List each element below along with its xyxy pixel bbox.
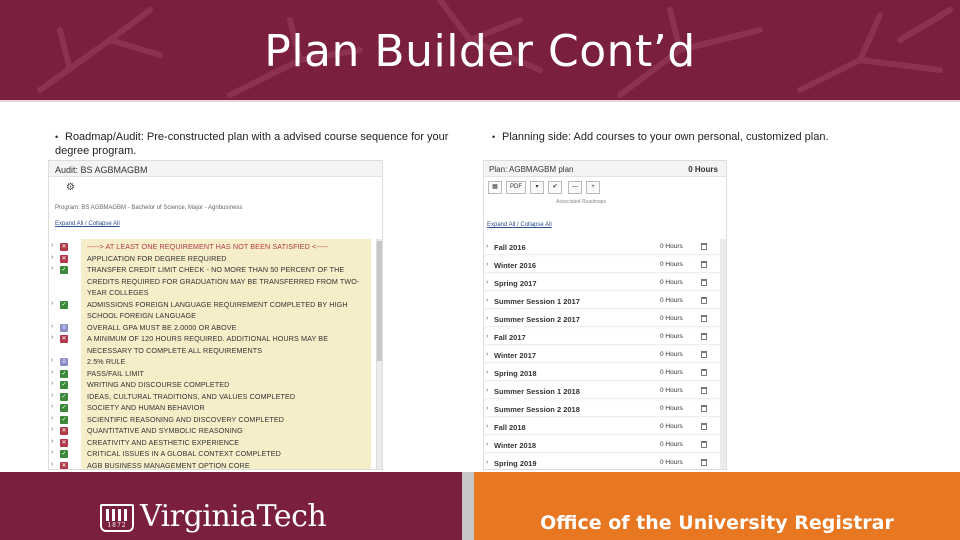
check-button[interactable]: ✔	[548, 181, 562, 194]
minus-button[interactable]: —	[568, 181, 582, 194]
chevron-right-icon[interactable]: ›	[51, 460, 54, 468]
chevron-right-icon[interactable]: ›	[486, 315, 489, 322]
requirement-text: SOCIETY AND HUMAN BEHAVIOR	[87, 403, 205, 412]
requirement-text: AGB BUSINESS MANAGEMENT OPTION CORE	[87, 460, 250, 470]
dropdown-icon[interactable]: ▾	[530, 181, 544, 194]
requirement-text: A MINIMUM OF 120 HOURS REQUIRED. ADDITIONAL HOURS MAY BE	[87, 334, 329, 343]
term-hours: 0 Hours	[660, 351, 683, 358]
requirement-row[interactable]	[49, 414, 379, 426]
x-icon: ✕	[61, 336, 67, 342]
requirement-row[interactable]	[49, 448, 379, 460]
chevron-right-icon[interactable]: ›	[51, 299, 54, 307]
check-icon: ✓	[61, 267, 67, 273]
gear-icon[interactable]: ⚙	[66, 182, 75, 193]
footer-orange	[474, 472, 960, 540]
term-row[interactable]	[484, 455, 722, 470]
requirement-text: 2.5% RULE	[87, 357, 126, 366]
requirement-row[interactable]	[49, 391, 379, 403]
term-name: Spring 2017	[494, 279, 537, 288]
trash-icon[interactable]	[701, 243, 707, 250]
term-list	[484, 239, 727, 470]
chevron-right-icon[interactable]: ›	[51, 391, 54, 399]
requirement-text: -----> AT LEAST ONE REQUIREMENT HAS NOT BEEN SATISFIED <-----	[87, 242, 329, 251]
requirement-text: SCHOOL FOREIGN LANGUAGE	[87, 311, 197, 320]
in-progress-icon: ≡	[60, 324, 68, 332]
collapse-all-link[interactable]: Collapse All	[88, 221, 120, 227]
requirement-text: QUANTITATIVE AND SYMBOLIC REASONING	[87, 426, 243, 435]
chevron-right-icon[interactable]: ›	[486, 297, 489, 304]
audit-title: Audit: BS AGBMAGBM	[55, 165, 148, 175]
audit-panel	[48, 160, 383, 470]
chevron-right-icon[interactable]: ›	[51, 449, 54, 456]
expand-all-link[interactable]: Expand All	[487, 222, 516, 228]
term-row[interactable]	[484, 383, 722, 399]
check-icon: ✓	[61, 451, 67, 457]
chevron-right-icon[interactable]: ›	[486, 423, 489, 430]
footer-divider	[462, 472, 474, 540]
requirement-row[interactable]	[49, 368, 379, 380]
term-name: Spring 2018	[494, 369, 537, 378]
requirement-text: NECESSARY TO COMPLETE ALL REQUIREMENTS	[87, 345, 263, 355]
term-hours: 0 Hours	[660, 279, 683, 286]
term-name: Winter 2018	[494, 441, 537, 450]
chevron-right-icon[interactable]: ›	[51, 357, 54, 364]
requirement-row[interactable]	[49, 276, 379, 288]
trash-icon[interactable]	[701, 351, 707, 358]
term-hours: 0 Hours	[660, 315, 683, 322]
left-bullet-text: Roadmap/Audit: Pre-constructed plan with a advised course sequence for your degree program.	[55, 131, 449, 157]
trash-icon[interactable]	[701, 387, 707, 394]
requirement-text: PASS/FAIL LIMIT	[87, 368, 145, 378]
collapse-all-link[interactable]: Collapse All	[520, 222, 552, 228]
registrar-office: Office of the University Registrar	[540, 512, 894, 534]
check-icon: ✓	[61, 370, 67, 377]
chevron-right-icon[interactable]: ›	[486, 459, 489, 466]
term-row[interactable]	[484, 329, 722, 345]
term-name: Winter 2016	[494, 261, 537, 270]
requirement-text: YEAR COLLEGES	[87, 288, 149, 297]
requirement-row[interactable]	[49, 333, 379, 345]
requirement-row[interactable]	[49, 287, 379, 299]
expand-all-link[interactable]: Expand All	[55, 221, 84, 227]
audit-expand-collapse	[55, 221, 120, 227]
right-bullet	[492, 130, 932, 144]
term-row[interactable]	[484, 419, 722, 435]
term-name: Summer Session 1 2017	[494, 297, 580, 306]
chevron-right-icon[interactable]: ›	[51, 334, 54, 341]
term-hours: 0 Hours	[660, 441, 683, 448]
term-hours: 0 Hours	[660, 333, 683, 340]
term-row[interactable]	[484, 239, 722, 255]
requirement-row[interactable]	[49, 437, 379, 449]
trash-icon[interactable]	[701, 405, 707, 412]
chevron-right-icon[interactable]: ›	[51, 403, 54, 410]
requirement-row[interactable]	[49, 299, 379, 311]
x-icon: ✕	[61, 439, 67, 446]
left-bullet	[55, 130, 455, 158]
chevron-right-icon[interactable]: ›	[486, 243, 489, 250]
plan-total-hours: 0 Hours	[688, 165, 718, 174]
slide-title: Plan Builder Cont’d	[264, 26, 696, 77]
logo-wordmark: VirginiaTech	[140, 499, 327, 534]
bullet-icon: •	[492, 132, 496, 142]
chevron-right-icon[interactable]: ›	[486, 405, 489, 412]
requirement-text: WRITING AND DISCOURSE COMPLETED	[87, 380, 230, 389]
requirement-row[interactable]	[49, 241, 379, 253]
requirement-text: IDEAS, CULTURAL TRADITIONS, AND VALUES COMPLETED	[87, 391, 296, 401]
chevron-right-icon[interactable]: ›	[486, 279, 489, 286]
x-icon: ✕	[61, 255, 67, 262]
requirement-row[interactable]	[49, 253, 379, 265]
header-divider	[0, 100, 960, 102]
check-icon: ✓	[61, 301, 67, 308]
chevron-right-icon[interactable]: ›	[51, 368, 54, 376]
requirement-text: CREATIVITY AND AESTHETIC EXPERIENCE	[87, 437, 240, 447]
slide-header	[0, 0, 960, 100]
link-separator: /	[83, 221, 89, 227]
requirement-row[interactable]	[49, 460, 379, 471]
term-hours: 0 Hours	[660, 405, 683, 412]
trash-icon[interactable]	[701, 261, 707, 268]
requirements-list	[49, 239, 383, 470]
plan-title: Plan: AGBMAGBM plan	[489, 165, 574, 174]
term-row[interactable]	[484, 365, 722, 381]
term-name: Summer Session 2 2018	[494, 405, 580, 414]
check-icon: ✓	[61, 393, 67, 400]
requirement-text: ADMISSIONS FOREIGN LANGUAGE REQUIREMENT COMPLETED BY HIGH	[87, 299, 348, 309]
trash-icon[interactable]	[701, 459, 707, 466]
term-row[interactable]	[484, 275, 722, 291]
term-name: Fall 2017	[494, 333, 526, 342]
in-progress-icon: ≡	[60, 358, 68, 366]
x-icon: ✕	[61, 428, 67, 434]
x-icon: ✕	[61, 244, 67, 250]
trash-icon[interactable]	[701, 297, 707, 304]
trash-icon[interactable]	[701, 423, 707, 430]
trash-icon[interactable]	[701, 333, 707, 340]
chevron-right-icon[interactable]: ›	[486, 369, 489, 376]
chevron-right-icon[interactable]: ›	[51, 426, 54, 433]
term-row[interactable]	[484, 293, 722, 309]
trash-icon[interactable]	[701, 369, 707, 376]
right-bullet-text: Planning side: Add courses to your own personal, customized plan.	[502, 131, 829, 143]
bullet-icon: •	[55, 132, 59, 142]
check-icon: ✓	[61, 405, 67, 411]
requirement-row[interactable]	[49, 425, 379, 437]
term-hours: 0 Hours	[660, 423, 683, 430]
term-name: Summer Session 1 2018	[494, 387, 580, 396]
requirement-row[interactable]	[49, 310, 379, 322]
requirement-text: SCIENTIFIC REASONING AND DISCOVERY COMPLETED	[87, 414, 285, 424]
term-row[interactable]	[484, 437, 722, 453]
requirement-row[interactable]	[49, 379, 379, 391]
term-row[interactable]	[484, 311, 722, 327]
term-hours: 0 Hours	[660, 369, 683, 376]
chevron-right-icon[interactable]: ›	[486, 351, 489, 358]
chevron-right-icon[interactable]: ›	[486, 333, 489, 340]
chevron-right-icon[interactable]: ›	[51, 380, 54, 387]
term-name: Spring 2019	[494, 459, 537, 468]
plan-scrollbar[interactable]	[720, 239, 726, 470]
term-row[interactable]	[484, 347, 722, 363]
plan-panel	[483, 160, 727, 470]
calendar-icon[interactable]: ▦	[488, 181, 502, 194]
associated-roadmaps: Associated Roadmaps	[556, 199, 607, 205]
term-name: Winter 2017	[494, 351, 537, 360]
plan-expand-collapse	[487, 222, 552, 228]
chevron-right-icon[interactable]: ›	[51, 437, 54, 445]
requirement-text: TRANSFER CREDIT LIMIT CHECK - NO MORE THAN 50 PERCENT OF THE	[87, 265, 345, 274]
term-hours: 0 Hours	[660, 387, 683, 394]
chevron-right-icon[interactable]: ›	[51, 322, 54, 330]
trash-icon[interactable]	[701, 279, 707, 286]
requirement-row[interactable]	[49, 322, 379, 334]
chevron-right-icon[interactable]: ›	[51, 414, 54, 422]
chevron-right-icon[interactable]: ›	[486, 387, 489, 394]
trash-icon[interactable]	[701, 315, 707, 322]
term-hours: 0 Hours	[660, 459, 683, 466]
requirement-row[interactable]	[49, 264, 379, 276]
requirement-row[interactable]	[49, 402, 379, 414]
chevron-right-icon[interactable]: ›	[486, 441, 489, 448]
plus-button[interactable]: +	[586, 181, 600, 194]
chevron-right-icon[interactable]: ›	[486, 261, 489, 268]
link-separator: /	[515, 222, 521, 228]
logo-year: 1872	[107, 522, 127, 529]
term-hours: 0 Hours	[660, 297, 683, 304]
term-row[interactable]	[484, 401, 722, 417]
chevron-right-icon[interactable]: ›	[51, 242, 54, 249]
shield-icon	[100, 504, 134, 532]
check-icon: ✓	[61, 382, 67, 388]
term-hours: 0 Hours	[660, 243, 683, 250]
trash-icon[interactable]	[701, 441, 707, 448]
term-name: Fall 2018	[494, 423, 526, 432]
term-row[interactable]	[484, 257, 722, 273]
requirement-text: CRITICAL ISSUES IN A GLOBAL CONTEXT COMPLETED	[87, 449, 281, 458]
requirement-text: APPLICATION FOR DEGREE REQUIRED	[87, 253, 227, 263]
term-hours: 0 Hours	[660, 261, 683, 268]
pdf-button[interactable]: PDF	[506, 181, 526, 194]
x-icon: ✕	[61, 462, 67, 469]
chevron-right-icon[interactable]: ›	[51, 253, 54, 261]
audit-program: Program: BS AGBMAGBM - Bachelor of Science, Major - Agribusiness	[55, 205, 243, 211]
requirement-text: OVERALL GPA MUST BE 2.0000 OR ABOVE	[87, 322, 237, 332]
term-name: Summer Session 2 2017	[494, 315, 580, 324]
requirement-text: CREDITS REQUIRED FOR GRADUATION MAY BE TRANSFERRED FROM TWO-	[87, 276, 360, 286]
term-name: Fall 2016	[494, 243, 526, 252]
requirement-row[interactable]	[49, 345, 379, 357]
check-icon: ✓	[61, 416, 67, 423]
requirement-row[interactable]	[49, 356, 379, 368]
footer-maroon	[0, 472, 462, 540]
chevron-right-icon[interactable]: ›	[51, 265, 54, 272]
